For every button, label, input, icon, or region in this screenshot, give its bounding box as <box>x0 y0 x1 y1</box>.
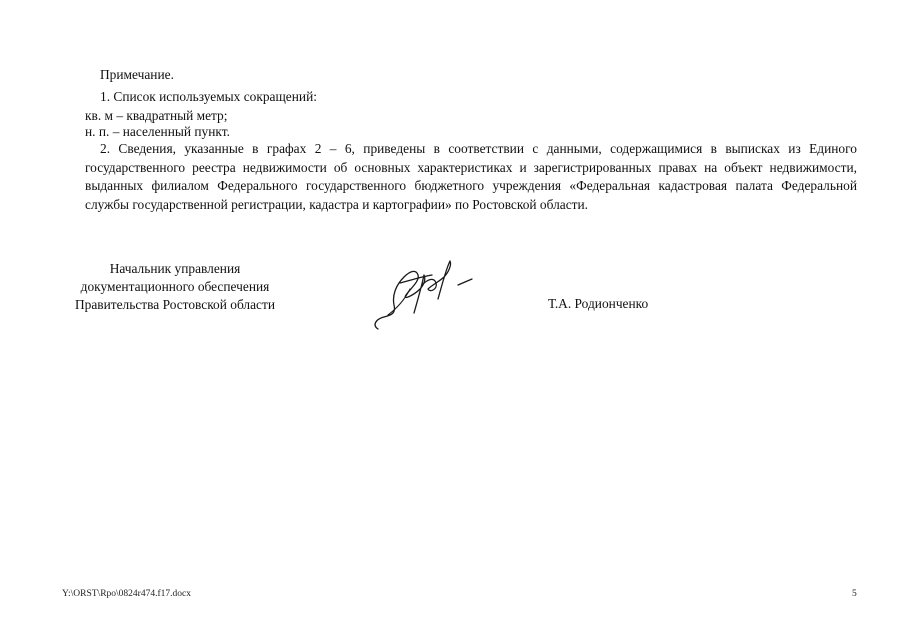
note-item-data-source: 2. Сведения, указанные в графах 2 – 6, приведены в соответствии с данными, содержащимися в выписках из Единого государственного реестра недвижимости об основных характеристиках и зарегистрированных правах на объект недвижимости, выданных филиалом Федерального государственного бюджетного учреждения «Федеральная кадастровая палата Федеральной службы государственной регистрации, кадастра и картографии» по Ростовской области. <box>85 141 857 213</box>
note-title: Примечание. <box>100 67 174 82</box>
signatory-position-line: документационного обеспечения <box>80 279 270 295</box>
abbreviation-settlement: н. п. – населенный пункт. <box>85 124 230 139</box>
signatory-position <box>55 260 295 315</box>
page-number: 5 <box>852 589 857 599</box>
handwritten-signature-icon <box>370 255 480 335</box>
signatory-name: Т.А. Родионченко <box>548 296 649 311</box>
signatory-position-line: Начальник управления <box>109 261 241 276</box>
abbreviation-sq-m: кв. м – квадратный метр; <box>85 108 228 123</box>
footer-file-path: Y:\ORST\Rpo\0824r474.f17.docx <box>62 589 191 599</box>
signatory-position-line: Правительства Ростовской области <box>74 297 276 313</box>
note-item-abbreviations: 1. Список используемых сокращений: <box>100 89 317 104</box>
